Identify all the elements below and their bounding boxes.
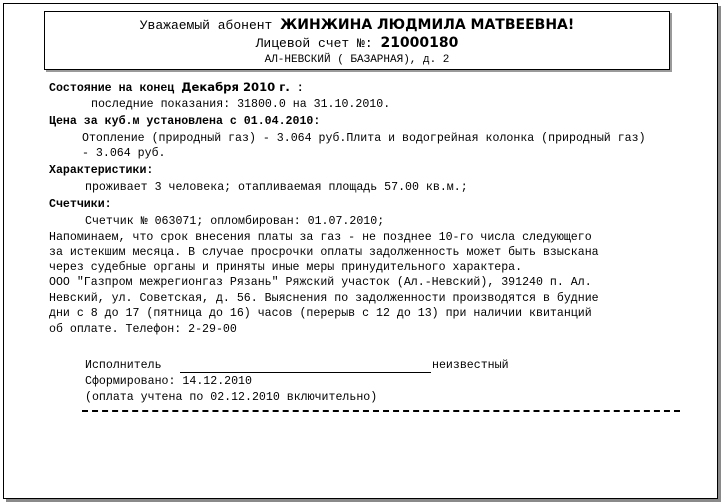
account-label: Лицевой счет №:	[255, 36, 373, 51]
reminder-line-5: Невский, ул. Советская, д. 56. Выяснения по задолженности производятся в будние	[49, 292, 599, 305]
executor-value: неизвестный	[432, 359, 509, 372]
signature-line	[180, 372, 431, 373]
state-heading-period: Декабря 2010 г.	[181, 80, 290, 94]
characteristics-text: проживает 3 человека; отапливаемая площадь 57.00 кв.м.;	[85, 181, 468, 194]
greeting-line	[45, 17, 669, 34]
state-heading	[49, 80, 304, 96]
price-heading: Цена за куб.м установлена с 01.04.2010:	[49, 115, 321, 128]
state-heading-suffix: :	[289, 82, 304, 95]
subscriber-name: ЖИНЖИНА ЛЮДМИЛА МАТВЕЕВНА!	[280, 17, 575, 33]
header-box	[44, 11, 670, 70]
greeting-text: Уважаемый абонент	[139, 18, 273, 33]
reminder-line-1: Напоминаем, что срок внесения платы за газ - не позднее 10-го числа следующего	[49, 231, 592, 244]
state-heading-prefix: Состояние на конец	[49, 82, 175, 95]
account-number: 21000180	[380, 35, 459, 51]
last-readings: последние показания: 31800.0 на 31.10.2010.	[91, 98, 391, 111]
price-line-1: Отопление (природный газ) - 3.064 руб.Плита и водогрейная колонка (природный газ)	[82, 132, 646, 145]
reminder-line-3: через судебные органы и приняты иные меры принудительного характера.	[49, 261, 523, 274]
meters-heading: Счетчики:	[49, 198, 112, 211]
price-line-2: - 3.064 руб.	[82, 147, 166, 160]
payment-note: (оплата учтена по 02.12.2010 включительно)	[85, 391, 378, 404]
reminder-line-2: за истекшим месяца. В случае просрочки оплаты задолженность может быть взыскана	[49, 246, 599, 259]
address-line: АЛ-НЕВСКИЙ ( БАЗАРНАЯ), д. 2	[264, 54, 450, 66]
meters-text: Счетчик № 063071; опломбирован: 01.07.2010;	[85, 215, 385, 228]
reminder-line-6: дни с 8 до 17 (пятница до 16) часов (перерыв с 12 до 13) при наличии квитанций	[49, 307, 592, 320]
reminder-line-7: об оплате. Телефон: 2-29-00	[49, 323, 237, 336]
characteristics-heading: Характеристики:	[49, 164, 154, 177]
generated-date: Сформировано: 14.12.2010	[85, 375, 252, 388]
account-line	[45, 35, 669, 52]
executor-label: Исполнитель	[85, 359, 162, 372]
cut-line	[82, 410, 680, 412]
reminder-line-4: ООО "Газпром межрегионгаз Рязань" Ряжский участок (Ал.-Невский), 391240 п. Ал.	[49, 276, 592, 289]
